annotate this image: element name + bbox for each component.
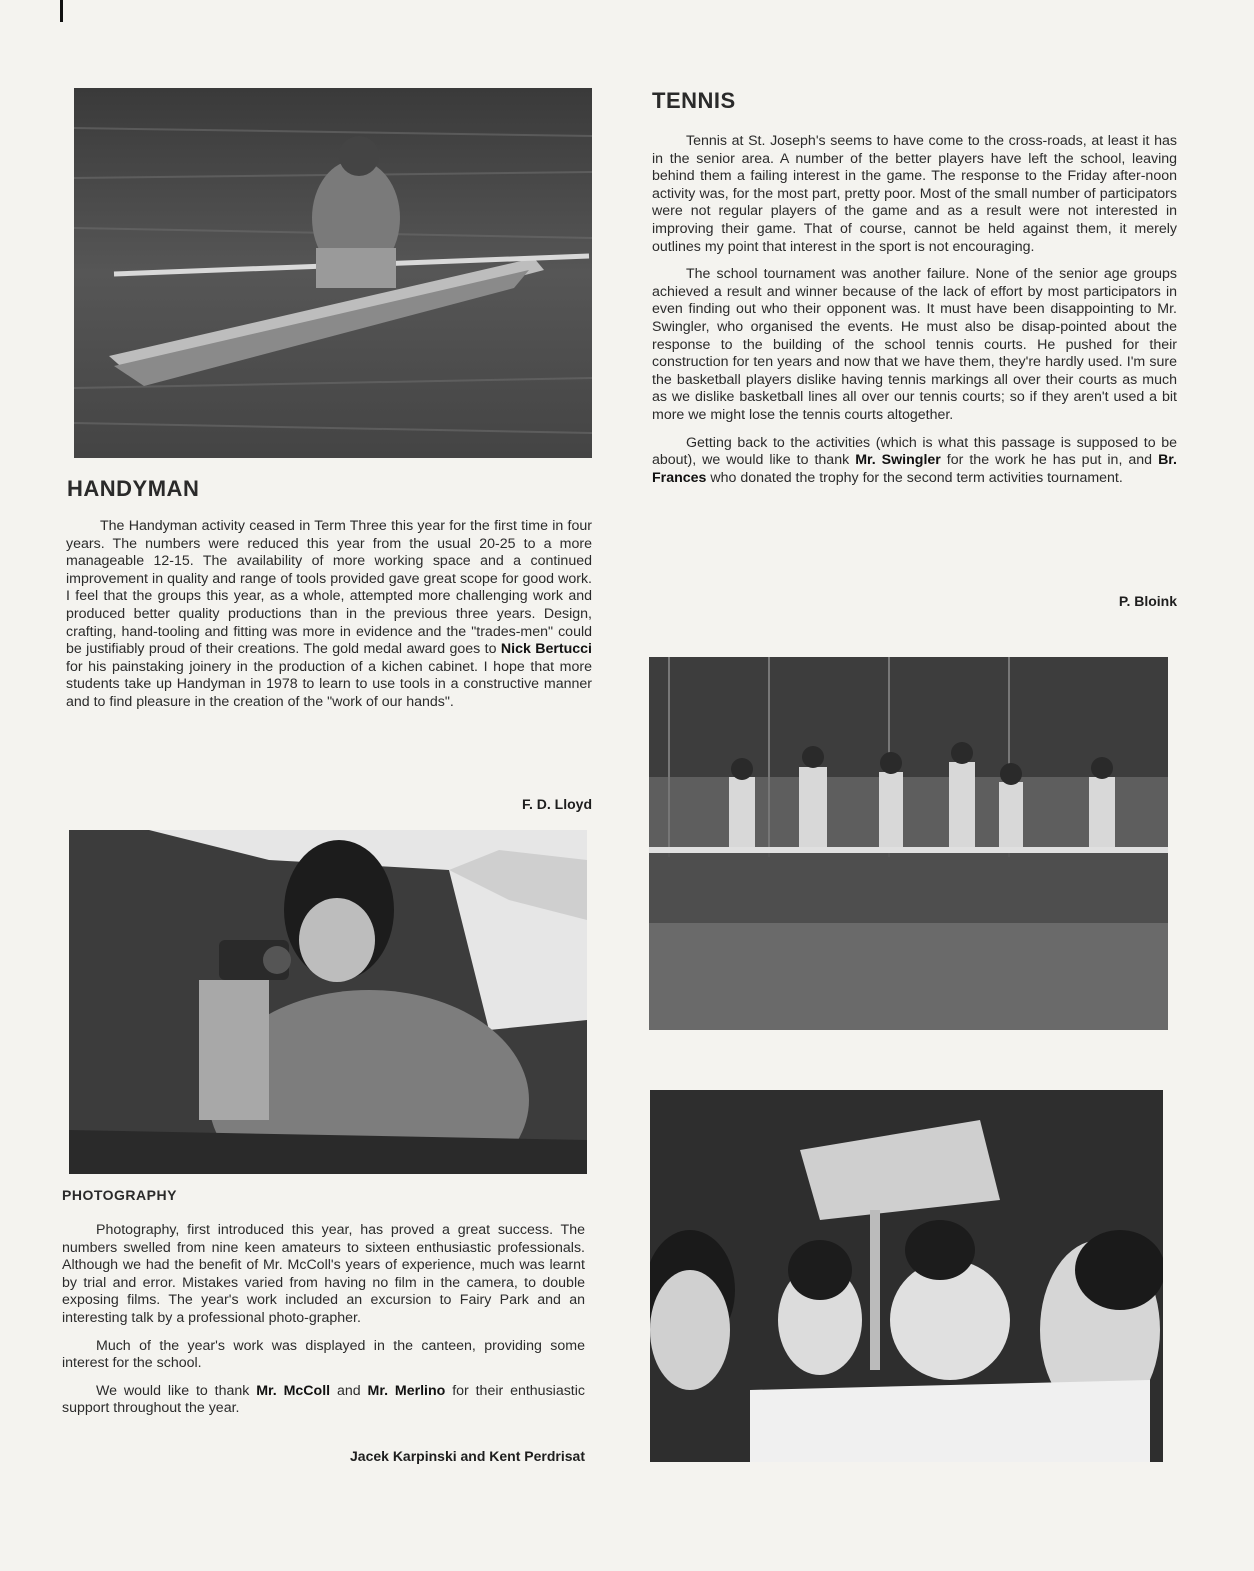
photography-signature: Jacek Karpinski and Kent Perdrisat [350,1448,585,1464]
rowing-photo [74,88,592,458]
tennis-paragraph-1: Tennis at St. Joseph's seems to have come to the cross-roads, at least it has in the senior area. A number of the better players have left the school, leaving behind them a failing interest in the game. The response to the Friday after-noon activity was, for the most part, pretty poor. Most of the small number of participators were not regular players of the game and as a result were not interested in improving their game. That of course, cannot be held against them, it merely outlines my point that interest in the sport is not encouraging. [652,133,1177,255]
photography-thanks-mid: and [330,1382,368,1399]
photography-body [62,1222,585,1428]
handyman-signature: F. D. Lloyd [522,796,592,812]
tennis-name-2: Br. Frances [652,452,1177,486]
tennis-thanks-a: Getting back to the activities (which is what this passage is supposed to be about), we would like to thank [652,434,1177,469]
photography-paragraph-1: Photography, first introduced this year, has proved a great success. The numbers swelled from nine keen amateurs to sixteen enthusiastic professionals. Although we had the benefit of Mr. McColl's years of experience, much was learnt by trial and error. Mistakes varied from having no film in the camera, to double exposing films. The year's work included an excursion to Fairy Park and an interesting talk by a professional photo-grapher. [62,1222,585,1326]
handyman-body [66,518,592,722]
handyman-text-a: The Handyman activity ceased in Term Three this year for the first time in four years. The numbers were reduced this year from the usual 20-25 to a more manageable 12-15. The availability of more working space and a continued improvement in quality and range of tools provided gave great scope for good work. I feel that the groups this year, as a whole, attempted more challenging work and produced better quality productions than in the previous three years. Design, crafting, hand-tooling and fitting was more in evidence and the "trades-men" could be justifiably proud of their creations. The gold medal award goes to [66,518,592,658]
tennis-signature: P. Bloink [1118,593,1177,609]
photography-thanks-b: for their enthusiastic support throughout the year. [62,1382,585,1417]
tennis-body [652,133,1177,497]
handyman-text-b: for his painstaking joinery in the production of a kichen cabinet. I hope that more students take up Handyman in 1978 to learn to use tools in a constructive manner and to find pleasure in the creation of the "work of our hands". [66,658,592,710]
tennis-thanks-b: who donated the trophy for the second term activities tournament. [706,469,1123,486]
tennis-heading: TENNIS [652,88,736,113]
photography-thanks-a: We would like to thank [96,1382,257,1399]
tennis-thanks-mid: for the work he has put in, and [940,452,1159,469]
photographer-photo [69,830,587,1174]
tennis-name-1: Mr. Swingler [855,452,941,469]
handyman-paragraph [66,518,592,712]
photography-heading: PHOTOGRAPHY [62,1187,177,1203]
photography-name-2: Mr. Merlino [367,1382,446,1399]
page-edge-mark [60,0,63,22]
tennis-photo [649,657,1168,1030]
classroom-projector-photo [650,1090,1163,1462]
tennis-paragraph-3 [652,435,1177,488]
photography-name-1: Mr. McColl [256,1382,331,1399]
handyman-award-name: Nick Bertucci [500,641,592,658]
photography-paragraph-3 [62,1383,585,1418]
tennis-paragraph-2: The school tournament was another failure. None of the senior age groups achieved a result and winner because of the lack of effort by most participators in even finding out who their opponent was. It must have been disappointing to Mr. Swingler, who organised the events. He must also be disap-pointed about the response to the building of the school tennis courts. He pushed for their construction for ten years and now that we have them, they're hardly used. I'm sure the basketball players dislike having tennis markings all over their courts as much as we dislike basketball lines all over our tennis courts; so if they aren't used a bit more we might lose the tennis courts altogether. [652,266,1177,423]
photography-paragraph-2: Much of the year's work was displayed in the canteen, providing some interest for the school. [62,1337,585,1372]
handyman-heading: HANDYMAN [67,476,200,501]
